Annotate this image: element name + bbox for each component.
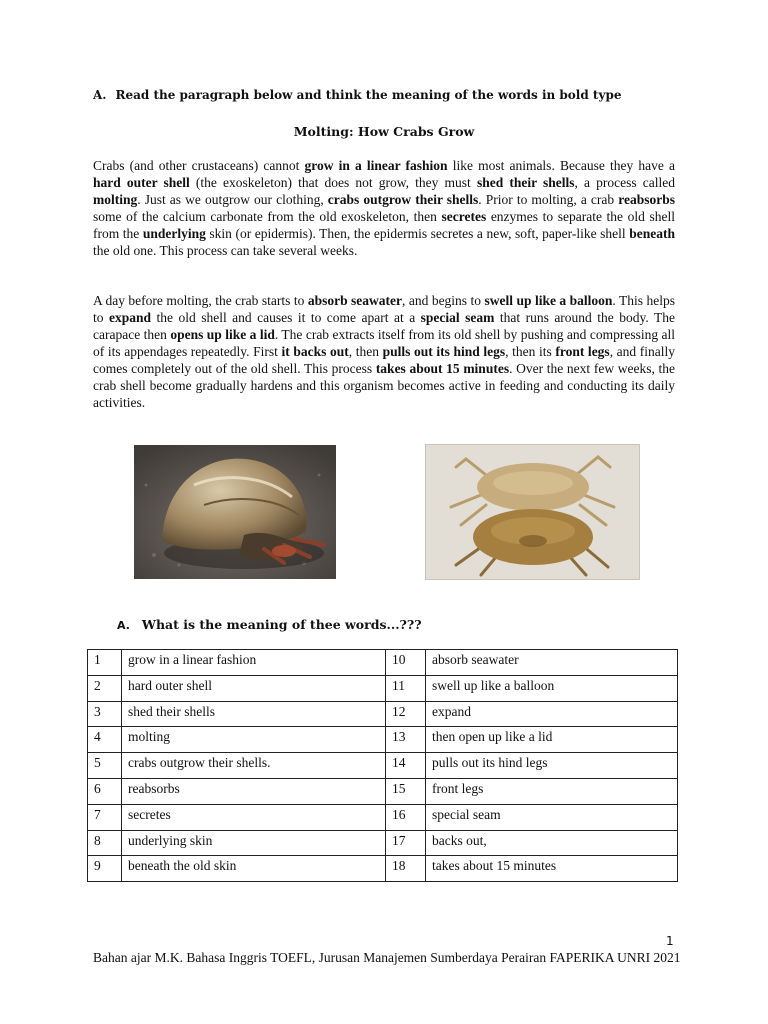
text-run: the old shell and causes it to come apart at a [151, 310, 421, 325]
table-row [88, 856, 678, 882]
text-run: Crabs (and other crustaceans) cannot [93, 158, 305, 173]
two-crabs-photo [425, 444, 640, 580]
table-row [88, 650, 678, 676]
footer-text: Bahan ajar M.K. Bahasa Inggris TOEFL, Jurusan Manajemen Sumberdaya Perairan FAPERIKA UNRI 2021 [93, 950, 681, 965]
row-number-left: 2 [88, 675, 122, 701]
bold-term: grow in a linear fashion [304, 158, 448, 173]
text-run: (the exoskeleton) that does not grow, they must [189, 175, 477, 190]
bold-term: crabs outgrow their shells [327, 192, 479, 207]
bold-term: takes about 15 minutes [375, 361, 510, 376]
term-left: molting [122, 727, 386, 753]
instruction-heading [93, 88, 693, 102]
term-left: crabs outgrow their shells. [122, 753, 386, 779]
table-row [88, 778, 678, 804]
table-row [88, 701, 678, 727]
text-run: , and finally comes completely out of the old shell. This process [93, 344, 676, 376]
text-run: that runs around the body. The carapace then [93, 310, 675, 342]
text-run: . Prior to molting, a crab [478, 192, 619, 207]
row-number-right: 13 [386, 727, 426, 753]
term-right: absorb seawater [426, 650, 678, 676]
bold-term: reabsorbs [618, 192, 675, 207]
bold-term: expand [108, 310, 152, 325]
term-left: beneath the old skin [122, 856, 386, 882]
bold-term: special seam [420, 310, 495, 325]
text-run: , a process called [574, 175, 675, 190]
row-number-left: 1 [88, 650, 122, 676]
row-number-right: 10 [386, 650, 426, 676]
row-number-right: 11 [386, 675, 426, 701]
term-right: front legs [426, 778, 678, 804]
text-run: , then [348, 344, 383, 359]
term-left: underlying skin [122, 830, 386, 856]
paragraph-2 [93, 292, 675, 411]
question-text: What is the meaning of thee words...??? [141, 617, 422, 632]
term-left: reabsorbs [122, 778, 386, 804]
row-number-left: 5 [88, 753, 122, 779]
question-number: A. [117, 619, 130, 632]
text-run: like most animals. Because they have a [447, 158, 676, 173]
molting-crab-photo [134, 445, 336, 579]
term-right: expand [426, 701, 678, 727]
instruction-text: Read the paragraph below and think the meaning of the words in bold type [115, 88, 622, 102]
term-left: grow in a linear fashion [122, 650, 386, 676]
row-number-left: 8 [88, 830, 122, 856]
text-run: . The crab extracts itself from its old shell by pushing and compressing all of its appendages repeatedly. First [93, 327, 675, 359]
term-right: takes about 15 minutes [426, 856, 678, 882]
text-run: , and begins to [402, 293, 485, 308]
question-heading [117, 617, 422, 632]
row-number-right: 16 [386, 804, 426, 830]
term-right: special seam [426, 804, 678, 830]
row-number-right: 12 [386, 701, 426, 727]
passage-title: Molting: How Crabs Grow [293, 124, 475, 139]
row-number-left: 3 [88, 701, 122, 727]
row-number-right: 17 [386, 830, 426, 856]
row-number-right: 15 [386, 778, 426, 804]
bold-term: absorb seawater [307, 293, 403, 308]
page-number: 1 [666, 934, 674, 948]
table-row [88, 830, 678, 856]
row-number-left: 4 [88, 727, 122, 753]
bold-term: shed their shells [476, 175, 575, 190]
bold-term: it backs out [281, 344, 349, 359]
table-row [88, 753, 678, 779]
bold-term: swell up like a balloon [484, 293, 613, 308]
row-number-left: 6 [88, 778, 122, 804]
text-run: , then its [505, 344, 556, 359]
instruction-number: A. [93, 88, 107, 102]
term-right: then open up like a lid [426, 727, 678, 753]
table-row [88, 675, 678, 701]
term-right: swell up like a balloon [426, 675, 678, 701]
text-run: . Just as we outgrow our clothing, [137, 192, 328, 207]
table-row [88, 727, 678, 753]
row-number-left: 7 [88, 804, 122, 830]
bold-term: underlying [142, 226, 206, 241]
term-right: backs out, [426, 830, 678, 856]
text-run: the old one. This process can take several weeks. [93, 243, 358, 258]
row-number-right: 14 [386, 753, 426, 779]
bold-term: secretes [441, 209, 487, 224]
row-number-left: 9 [88, 856, 122, 882]
text-run: A day before molting, the crab starts to [93, 293, 308, 308]
bold-term: hard outer shell [93, 175, 190, 190]
vocabulary-table [87, 649, 678, 882]
text-run: some of the calcium carbonate from the old exoskeleton, then [93, 209, 442, 224]
row-number-right: 18 [386, 856, 426, 882]
text-run: skin (or epidermis). Then, the epidermis secretes a new, soft, paper-like shell [205, 226, 630, 241]
text-run: enzymes to separate the old shell from the [93, 209, 675, 241]
text-run: . Over the next few weeks, the crab shell become gradually hardens and this organism becomes active in feeding and conducting its daily activities. [93, 361, 676, 410]
text-run: . This helps to [93, 293, 675, 325]
paragraph-1 [93, 157, 675, 259]
table-row [88, 804, 678, 830]
term-left: shed their shells [122, 701, 386, 727]
bold-term: front legs [555, 344, 610, 359]
bold-term: opens up like a lid [170, 327, 275, 342]
bold-term: beneath [629, 226, 675, 241]
bold-term: pulls out its hind legs [382, 344, 506, 359]
bold-term: molting [93, 192, 138, 207]
term-left: hard outer shell [122, 675, 386, 701]
term-left: secretes [122, 804, 386, 830]
term-right: pulls out its hind legs [426, 753, 678, 779]
